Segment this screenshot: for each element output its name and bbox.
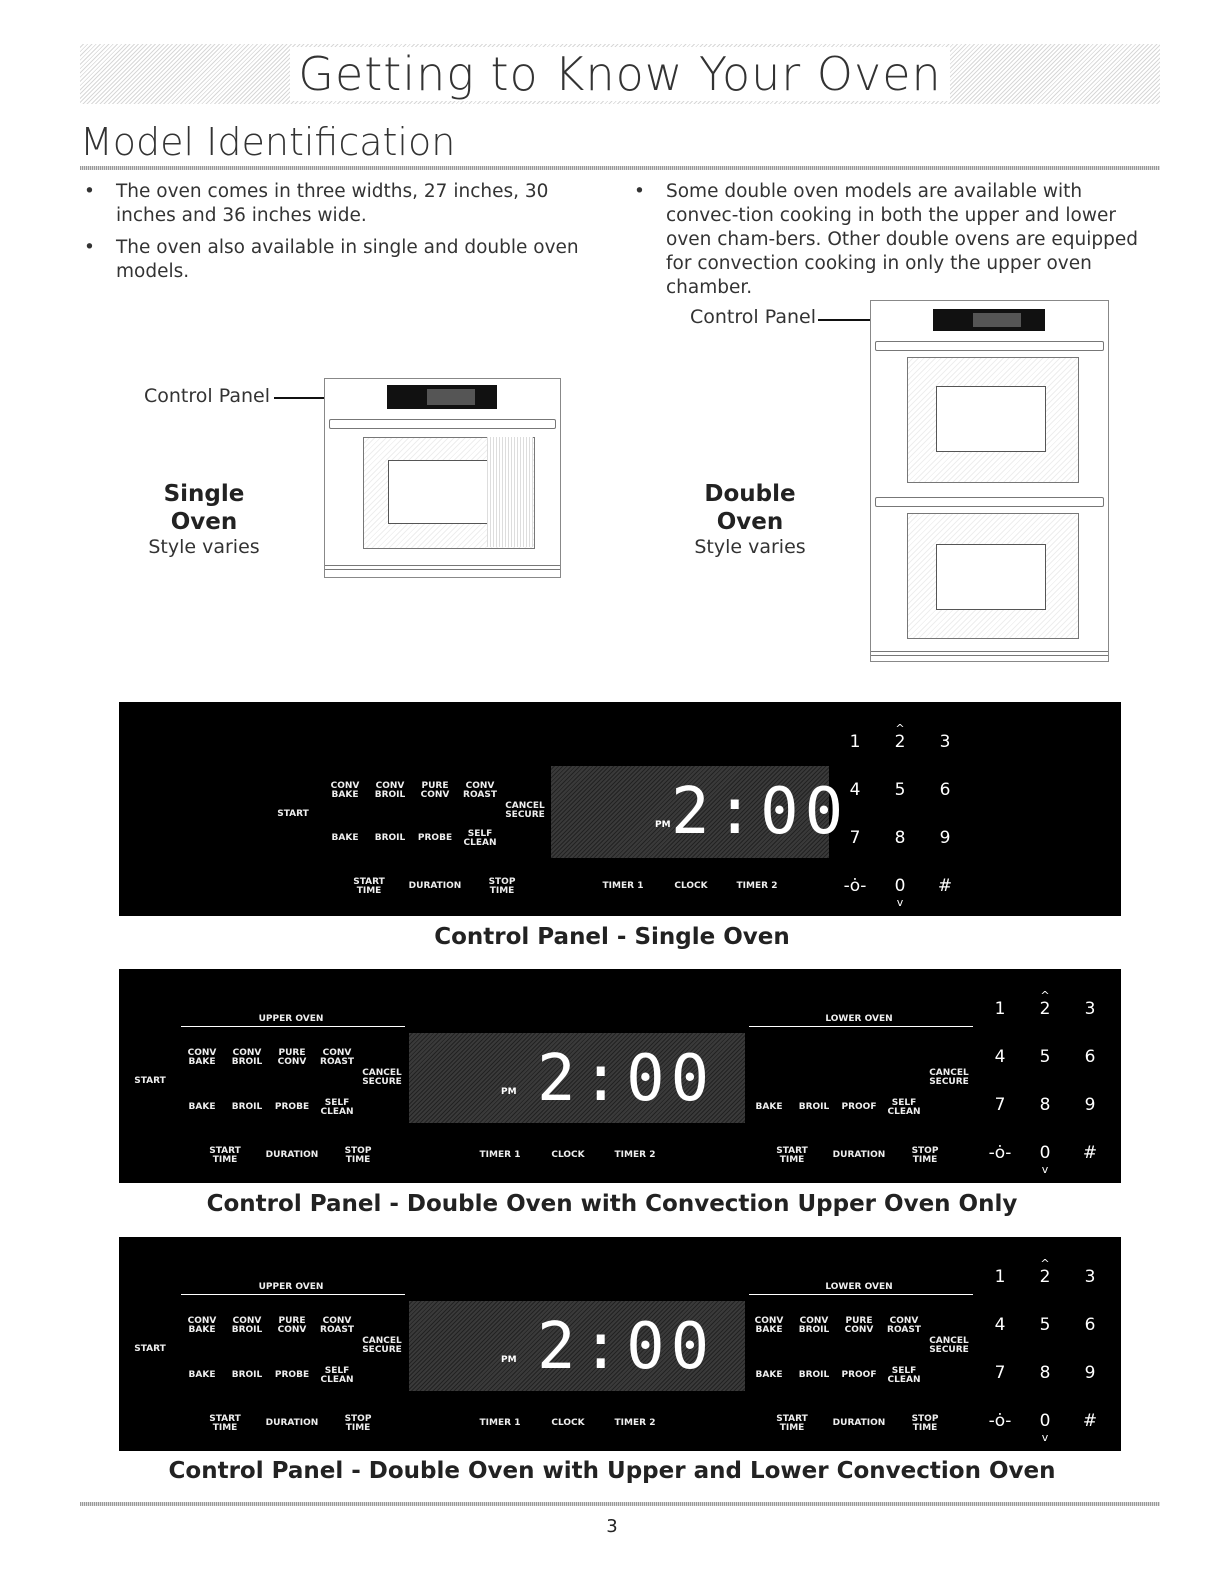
panel-caption: Control Panel - Double Oven with Convection Upper Oven Only	[206, 1191, 1018, 1217]
double-oven-caption	[690, 480, 810, 558]
stop-time-button[interactable]: STOP TIME	[344, 1146, 372, 1165]
key-7[interactable]: 7	[849, 828, 861, 848]
oven-window	[388, 460, 500, 524]
key-6[interactable]: 6	[1084, 1315, 1096, 1335]
oven-name-line: Oven	[170, 509, 238, 535]
key-3[interactable]: 3	[1084, 1267, 1096, 1287]
bullet-item: • The oven also available in single and double oven models.	[80, 236, 610, 284]
pure-conv-button[interactable]: PURE CONV	[277, 1048, 307, 1067]
panel-caption: Control Panel - Double Oven with Upper and Lower Convection Oven	[168, 1458, 1056, 1484]
control-panel-double-both-conv	[119, 1237, 1121, 1451]
clock-button[interactable]: CLOCK	[551, 1418, 585, 1428]
start-time-button[interactable]: START TIME	[209, 1414, 241, 1433]
key-4[interactable]: 4	[849, 780, 861, 800]
conv-roast-button[interactable]: CONV ROAST	[320, 1316, 354, 1335]
start-time-button[interactable]: START TIME	[353, 877, 385, 896]
lower-self-clean-button[interactable]: SELF CLEAN	[887, 1366, 921, 1385]
key-7[interactable]: 7	[994, 1095, 1006, 1115]
lower-self-clean-button[interactable]: SELF CLEAN	[887, 1098, 921, 1117]
key-4[interactable]: 4	[994, 1047, 1006, 1067]
time-readout: 2:00	[671, 775, 850, 849]
oven-base	[871, 651, 1108, 656]
broil-button[interactable]: BROIL	[374, 833, 406, 843]
conv-bake-button[interactable]: CONV BAKE	[187, 1316, 217, 1335]
duration-button[interactable]: DURATION	[408, 881, 462, 891]
key-5[interactable]: 5	[1039, 1315, 1051, 1335]
bake-button[interactable]: BAKE	[331, 833, 359, 843]
oven-control-panel-graphic	[387, 385, 497, 409]
clock-button[interactable]: CLOCK	[551, 1150, 585, 1160]
lower-cancel-secure-button[interactable]: CANCEL SECURE	[929, 1336, 969, 1355]
duration-button[interactable]: DURATION	[265, 1418, 319, 1428]
lower-conv-bake-button[interactable]: CONV BAKE	[754, 1316, 784, 1335]
oven-window	[936, 386, 1046, 452]
divider	[749, 1294, 973, 1295]
key-3[interactable]: 3	[939, 732, 951, 752]
probe-button[interactable]: PROBE	[274, 1102, 310, 1112]
lower-start-time-button[interactable]: START TIME	[776, 1146, 808, 1165]
conv-bake-button[interactable]: CONV BAKE	[330, 781, 360, 800]
broil-button[interactable]: BROIL	[231, 1102, 263, 1112]
door-handle	[875, 341, 1104, 351]
control-panel-double-upper-conv	[119, 969, 1121, 1183]
pure-conv-button[interactable]: PURE CONV	[420, 781, 450, 800]
page-title-band	[80, 44, 1160, 104]
lower-bake-button[interactable]: BAKE	[755, 1102, 783, 1112]
lower-pure-conv-button[interactable]: PURE CONV	[844, 1316, 874, 1335]
section-title: Model Identification	[80, 120, 456, 164]
single-oven-illustration	[324, 378, 561, 578]
panel-caption: Control Panel - Single Oven	[434, 924, 790, 950]
oven-control-panel-graphic	[933, 309, 1045, 331]
conv-broil-button[interactable]: CONV BROIL	[374, 781, 406, 800]
bake-button[interactable]: BAKE	[188, 1102, 216, 1112]
lower-stop-time-button[interactable]: STOP TIME	[911, 1414, 939, 1433]
light-icon[interactable]: -ȯ-	[988, 1143, 1012, 1163]
lower-oven-label: LOWER OVEN	[825, 1282, 893, 1292]
key-9[interactable]: 9	[939, 828, 951, 848]
probe-button[interactable]: PROBE	[274, 1370, 310, 1380]
pm-indicator: PM	[655, 820, 671, 830]
oven-window	[936, 544, 1046, 610]
bullet-item: • Some double oven models are available with convec-tion cooking in both the upper and lower oven cham-bers. Other double ovens are equipped for convection cooking in only the upper oven chamber.	[630, 180, 1160, 300]
down-arrow-icon: v	[1041, 1431, 1049, 1444]
lower-duration-button[interactable]: DURATION	[832, 1418, 886, 1428]
oven-name-line: Double	[704, 481, 796, 507]
page-number: 3	[606, 1516, 618, 1537]
single-oven-caption	[144, 480, 264, 558]
oven-door	[907, 513, 1079, 639]
lower-stop-time-button[interactable]: STOP TIME	[911, 1146, 939, 1165]
key-2[interactable]: 2	[1039, 1267, 1051, 1287]
pure-conv-button[interactable]: PURE CONV	[277, 1316, 307, 1335]
pm-indicator: PM	[501, 1355, 517, 1365]
key-0[interactable]: 0	[1039, 1143, 1051, 1163]
start-button[interactable]: START	[134, 1076, 166, 1086]
conv-roast-button[interactable]: CONV ROAST	[320, 1048, 354, 1067]
clock-display	[409, 1301, 745, 1391]
key-2[interactable]: 2	[894, 732, 906, 752]
oven-door	[907, 357, 1079, 483]
conv-roast-button[interactable]: CONV ROAST	[463, 781, 497, 800]
time-readout: 2:00	[537, 1042, 716, 1116]
clock-display	[409, 1033, 745, 1123]
stop-time-button[interactable]: STOP TIME	[488, 877, 516, 896]
oven-style-note: Style varies	[148, 536, 260, 558]
lower-conv-broil-button[interactable]: CONV BROIL	[798, 1316, 830, 1335]
start-button[interactable]: START	[277, 809, 309, 819]
oven-style-note: Style varies	[694, 536, 806, 558]
conv-broil-button[interactable]: CONV BROIL	[231, 1048, 263, 1067]
self-clean-button[interactable]: SELF CLEAN	[320, 1098, 354, 1117]
timer2-button[interactable]: TIMER 2	[614, 1418, 656, 1428]
up-arrow-icon: ^	[895, 722, 905, 735]
key-5[interactable]: 5	[1039, 1047, 1051, 1067]
bake-button[interactable]: BAKE	[188, 1370, 216, 1380]
timer2-button[interactable]: TIMER 2	[614, 1150, 656, 1160]
key-8[interactable]: 8	[894, 828, 906, 848]
bullets-left	[80, 180, 610, 292]
key-hash[interactable]: #	[1082, 1411, 1098, 1431]
lower-bake-button[interactable]: BAKE	[755, 1370, 783, 1380]
light-icon[interactable]: -ȯ-	[988, 1411, 1012, 1431]
lower-cancel-secure-button[interactable]: CANCEL SECURE	[929, 1068, 969, 1087]
pm-indicator: PM	[501, 1087, 517, 1097]
double-oven-illustration	[870, 300, 1109, 662]
stop-time-button[interactable]: STOP TIME	[344, 1414, 372, 1433]
up-arrow-icon: ^	[1040, 989, 1050, 1002]
oven-name-line: Oven	[716, 509, 784, 535]
timer1-button[interactable]: TIMER 1	[479, 1150, 521, 1160]
up-arrow-icon: ^	[1040, 1257, 1050, 1270]
key-4[interactable]: 4	[994, 1315, 1006, 1335]
clock-display	[551, 766, 850, 858]
section-divider	[80, 166, 1160, 170]
conv-broil-button[interactable]: CONV BROIL	[231, 1316, 263, 1335]
key-2[interactable]: 2	[1039, 999, 1051, 1019]
cancel-secure-button[interactable]: CANCEL SECURE	[362, 1068, 402, 1087]
door-handle	[875, 497, 1104, 507]
page-title: Getting to Know Your Oven	[290, 47, 949, 101]
key-1[interactable]: 1	[994, 999, 1006, 1019]
key-9[interactable]: 9	[1084, 1363, 1096, 1383]
key-hash[interactable]: #	[937, 876, 953, 896]
down-arrow-icon: v	[896, 896, 904, 909]
key-0[interactable]: 0	[1039, 1411, 1051, 1431]
key-8[interactable]: 8	[1039, 1363, 1051, 1383]
key-3[interactable]: 3	[1084, 999, 1096, 1019]
key-6[interactable]: 6	[1084, 1047, 1096, 1067]
footer-divider	[80, 1502, 1160, 1506]
cancel-secure-button[interactable]: CANCEL SECURE	[362, 1336, 402, 1355]
double-oven-control-panel-label: Control Panel	[690, 306, 816, 328]
divider	[749, 1026, 973, 1027]
lower-proof-button[interactable]: PROOF	[841, 1102, 877, 1112]
timer1-button[interactable]: TIMER 1	[479, 1418, 521, 1428]
down-arrow-icon: v	[1041, 1163, 1049, 1176]
oven-base	[325, 565, 560, 570]
probe-button[interactable]: PROBE	[417, 833, 453, 843]
key-5[interactable]: 5	[894, 780, 906, 800]
lower-conv-roast-button[interactable]: CONV ROAST	[887, 1316, 921, 1335]
lower-duration-button[interactable]: DURATION	[832, 1150, 886, 1160]
self-clean-button[interactable]: SELF CLEAN	[463, 829, 497, 848]
key-1[interactable]: 1	[849, 732, 861, 752]
conv-bake-button[interactable]: CONV BAKE	[187, 1048, 217, 1067]
start-button[interactable]: START	[134, 1344, 166, 1354]
upper-oven-label: UPPER OVEN	[258, 1014, 324, 1024]
time-readout: 2:00	[537, 1310, 716, 1384]
self-clean-button[interactable]: SELF CLEAN	[320, 1366, 354, 1385]
key-6[interactable]: 6	[939, 780, 951, 800]
key-9[interactable]: 9	[1084, 1095, 1096, 1115]
timer1-button[interactable]: TIMER 1	[602, 881, 644, 891]
lower-broil-button[interactable]: BROIL	[798, 1370, 830, 1380]
start-time-button[interactable]: START TIME	[209, 1146, 241, 1165]
lower-oven-label: LOWER OVEN	[825, 1014, 893, 1024]
key-7[interactable]: 7	[994, 1363, 1006, 1383]
lower-broil-button[interactable]: BROIL	[798, 1102, 830, 1112]
bullets-right	[630, 180, 1160, 308]
divider	[181, 1294, 405, 1295]
oven-name-line: Single	[163, 481, 245, 507]
key-8[interactable]: 8	[1039, 1095, 1051, 1115]
clock-button[interactable]: CLOCK	[674, 881, 708, 891]
lower-start-time-button[interactable]: START TIME	[776, 1414, 808, 1433]
door-handle	[329, 419, 556, 429]
key-1[interactable]: 1	[994, 1267, 1006, 1287]
duration-button[interactable]: DURATION	[265, 1150, 319, 1160]
light-icon[interactable]: -ȯ-	[843, 876, 867, 896]
timer2-button[interactable]: TIMER 2	[736, 881, 778, 891]
control-panel-single	[119, 702, 1121, 916]
lower-proof-button[interactable]: PROOF	[841, 1370, 877, 1380]
cancel-secure-button[interactable]: CANCEL SECURE	[505, 801, 545, 820]
upper-oven-label: UPPER OVEN	[258, 1282, 324, 1292]
key-0[interactable]: 0	[894, 876, 906, 896]
single-oven-control-panel-label: Control Panel	[144, 385, 270, 407]
divider	[181, 1026, 405, 1027]
broil-button[interactable]: BROIL	[231, 1370, 263, 1380]
bullet-item: • The oven comes in three widths, 27 inches, 30 inches and 36 inches wide.	[80, 180, 610, 228]
key-hash[interactable]: #	[1082, 1143, 1098, 1163]
